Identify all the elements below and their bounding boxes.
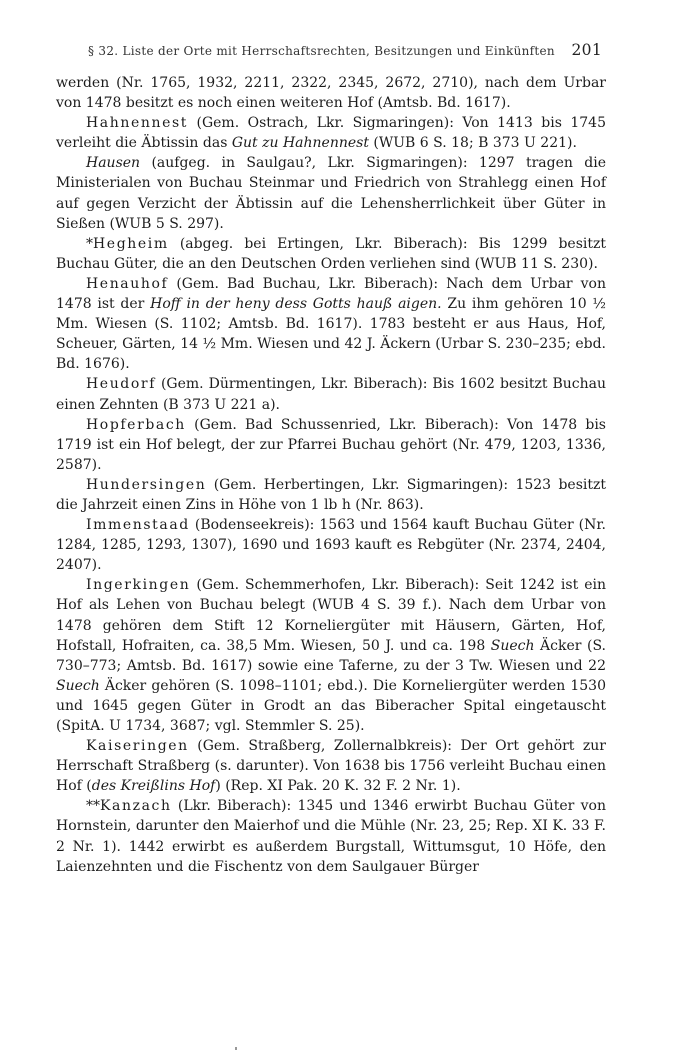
entry-paragraph xyxy=(56,113,606,153)
entry-text: Zu ihm gehören 10 ½ Mm. Wiesen (S. 1102; Amtsb. Bd. 1617). 1783 besteht er aus Haus, Hof, Scheuer, Gärten, 14 ½ Mm. Wiesen und 42 J. Äckern (Urbar S. 230–235; ebd. Bd. 1676). xyxy=(56,296,606,373)
quoted-term: Hoff in der heny dess Gotts hauß aigen. xyxy=(150,296,442,313)
entry-paragraph xyxy=(56,234,606,274)
entry-text: (Gem. Bad Buchau, Lkr. Biberach): Nach dem Urbar von 1478 ist der xyxy=(56,275,606,313)
scan-speck xyxy=(235,1047,237,1050)
place-name: Hundersingen xyxy=(86,476,207,493)
entry-text: (Bodenseekreis): 1563 und 1564 kauft Buchau Güter (Nr. 1284, 1285, 1293, 1307), 1690 und 1693 kauft es Rebgüter (Nr. 2374, 2404, 2407). xyxy=(56,517,606,574)
quoted-term: Gut zu Hahnennest xyxy=(231,135,369,152)
entry-text: (Gem. Bad Schussenried, Lkr. Biberach): Von 1478 bis 1719 ist ein Hof belegt, der zur Pfarrei Buchau gehört (Nr. 479, 1203, 1336, 2587). xyxy=(56,416,606,473)
entry-text: (aufgeg. in Saulgau?, Lkr. Sigmaringen): 1297 tragen die Ministerialen von Buchau Steinmar und Friedrich von Strahlegg einen Hof auf gegen Verzicht der Äbtissin auf die Lehensherrlichkeit über Güter in Sießen (WUB 5 S. 297). xyxy=(56,155,606,232)
entry-text: (WUB 6 S. 18; B 373 U 221). xyxy=(368,135,577,152)
place-name: Henauhof xyxy=(86,275,169,292)
entry-paragraph xyxy=(56,575,606,736)
entry-paragraph xyxy=(56,374,606,414)
entry-text: (Lkr. Biberach): 1345 und 1346 erwirbt Buchau Güter von Hornstein, darunter den Maierhof und die Mühle (Nr. 23, 25; Rep. XI K. 33 F. 2 Nr. 1). 1442 erwirbt es außerdem Burgstall, Wittumsgut, 10 Höfe, den Laienzehnten und die Fischentz von dem Saulgauer Bürger xyxy=(56,798,606,875)
running-title: § 32. Liste der Orte mit Herrschaftsrechten, Besitzungen und Einkünften xyxy=(88,44,555,58)
entry-text: (Gem. Schemmerhofen, Lkr. Biberach): Seit 1242 ist ein Hof als Lehen von Buchau belegt (WUB 4 S. 39 f.). Nach dem Urbar von 1478 gehören dem Stift 12 Korneliergüter mit Häusern, Gärten, Hof, Hofstall, Hofraiten, ca. 38,5 Mm. Wiesen, 50 J. und ca. 198 xyxy=(56,577,606,654)
entry-paragraph xyxy=(56,796,606,876)
place-name: Kanzach xyxy=(100,798,172,815)
entry-text: (abgeg. bei Ertingen, Lkr. Biberach): Bis 1299 besitzt Buchau Güter, die an den Deutschen Orden verliehen sind (WUB 11 S. 230). xyxy=(56,235,606,272)
place-name: Heudorf xyxy=(86,376,156,393)
quoted-term: des Kreißlins Hof xyxy=(91,778,216,795)
entry-text: ** xyxy=(86,798,100,815)
entry-text: Äcker (S. 730–773; Amtsb. Bd. 1617) sowie eine Taferne, zu der 3 Tw. Wiesen und 22 xyxy=(56,637,606,674)
entry-text: werden (Nr. 1765, 1932, 2211, 2322, 2345, 2672, 2710), nach dem Urbar von 1478 besitzt es noch einen weiteren Hof (Amtsb. Bd. 1617). xyxy=(56,75,606,112)
entry-paragraph xyxy=(56,415,606,475)
entry-text: ) (Rep. XI Pak. 20 K. 32 F. 2 Nr. 1). xyxy=(215,778,461,795)
entry-paragraph xyxy=(56,515,606,575)
running-header xyxy=(88,41,602,59)
entry-text: (Gem. Straßberg, Zollernalbkreis): Der Ort gehört zur Herrschaft Straßberg (s. darunter). Von 1638 bis 1756 verleiht Buchau einen Hof ( xyxy=(56,738,606,795)
quoted-term: Suech xyxy=(490,637,535,654)
entry-text: * xyxy=(86,235,93,252)
entry-paragraph xyxy=(56,475,606,515)
page-number: 201 xyxy=(571,41,602,59)
place-name: Hopferbach xyxy=(86,416,186,433)
entry-paragraph xyxy=(56,153,606,233)
place-name: Kaiseringen xyxy=(86,738,189,755)
place-name: Immenstaad xyxy=(86,517,190,534)
entry-text: (Gem. Ostrach, Lkr. Sigmaringen): Von 1413 bis 1745 verleiht die Äbtissin das xyxy=(56,115,606,152)
entry-text: (Gem. Herbertingen, Lkr. Sigmaringen): 1523 besitzt die Jahrzeit einen Zins in Höhe von 1 lb h (Nr. 863). xyxy=(56,476,606,513)
place-name: Ingerkingen xyxy=(86,577,191,594)
entry-paragraph xyxy=(56,73,606,113)
quoted-term: Suech xyxy=(56,677,100,694)
place-name: Hegheim xyxy=(93,235,169,252)
entry-text: Äcker gehören (S. 1098–1101; ebd.). Die Korneliergüter werden 1530 und 1645 gegen Güter in Grodt an das Biberacher Spital eingetauscht (SpitA. U 1734, 3687; vgl. Stemmler S. 25). xyxy=(56,677,606,734)
page-body xyxy=(56,73,606,877)
place-name: Hahnennest xyxy=(86,115,189,132)
entry-paragraph xyxy=(56,274,606,374)
entry-paragraph xyxy=(56,736,606,796)
entry-text: (Gem. Dürmentingen, Lkr. Biberach): Bis 1602 besitzt Buchau einen Zehnten (B 373 U 221 a). xyxy=(56,376,606,413)
quoted-term: Hausen xyxy=(86,155,141,172)
